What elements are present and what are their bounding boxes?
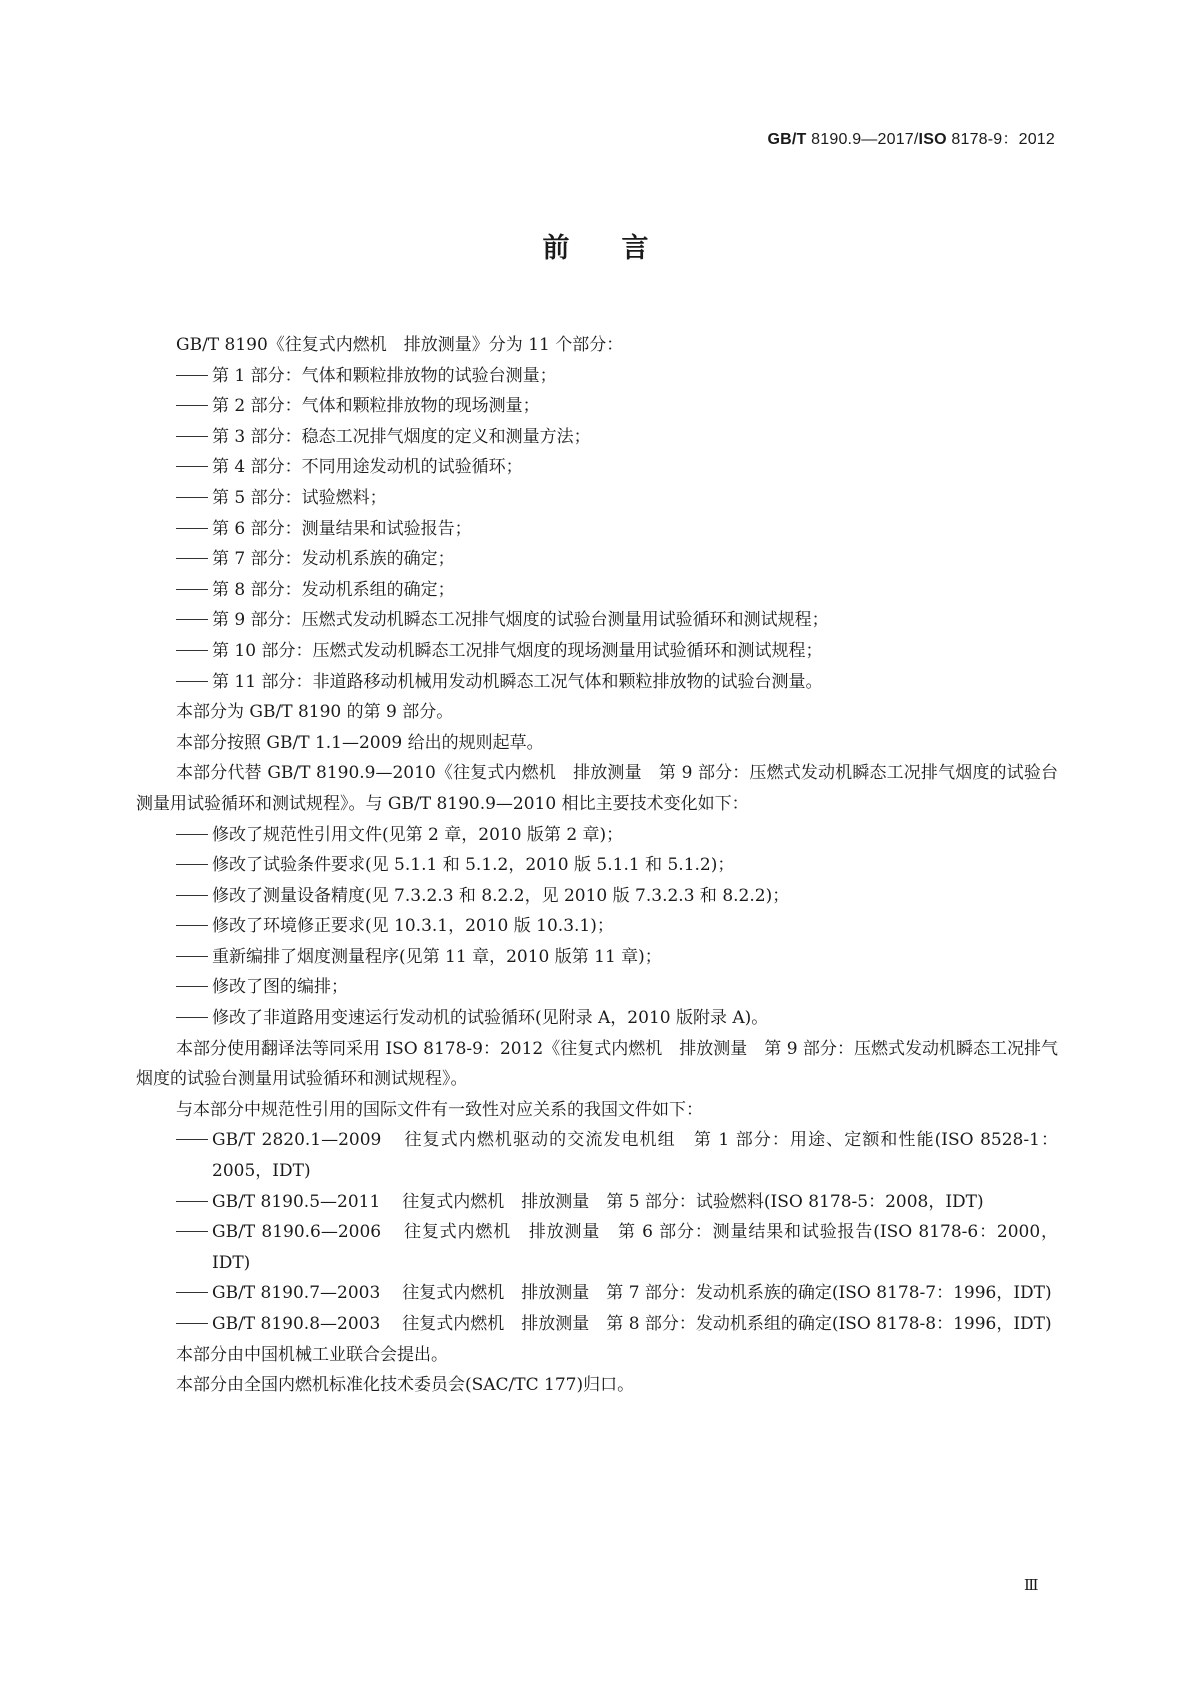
list-item: 修改了环境修正要求(见 10.3.1，2010 版 10.3.1)； — [176, 911, 1058, 942]
list-item: 第 8 部分：发动机系组的确定； — [176, 575, 1058, 606]
iso-number: 8178-9：2012 — [951, 131, 1055, 148]
list-item: 第 1 部分：气体和颗粒排放物的试验台测量； — [176, 361, 1058, 392]
list-item: 第 9 部分：压燃式发动机瞬态工况排气烟度的试验台测量用试验循环和测试规程； — [176, 605, 1058, 636]
dash-marker — [176, 391, 212, 422]
list-item: 第 11 部分：非道路移动机械用发动机瞬态工况气体和颗粒排放物的试验台测量。 — [176, 667, 1058, 698]
standard-text: 往复式内燃机 排放测量 第 7 部分：发动机系族的确定(ISO 8178-7：1996，IDT) — [402, 1283, 1052, 1304]
list-item: 修改了测量设备精度(见 7.3.2.3 和 8.2.2，见 2010 版 7.3.2.3 和 8.2.2)； — [176, 881, 1058, 912]
page-number: Ⅲ — [1024, 1576, 1039, 1594]
list-item: 第 2 部分：气体和颗粒排放物的现场测量； — [176, 391, 1058, 422]
dash-marker — [176, 544, 212, 575]
standard-item — [176, 1217, 1058, 1278]
dash-marker — [176, 972, 212, 1003]
dash-marker — [176, 1187, 212, 1218]
list-item: 第 10 部分：压燃式发动机瞬态工况排气烟度的现场测量用试验循环和测试规程； — [176, 636, 1058, 667]
list-item: 修改了非道路用变速运行发动机的试验循环(见附录 A，2010 版附录 A)。 — [176, 1003, 1058, 1034]
dash-marker — [176, 881, 212, 912]
dash-marker — [176, 911, 212, 942]
dash-marker — [176, 850, 212, 881]
dash-marker — [176, 1217, 212, 1248]
page-title: 前言 — [542, 233, 701, 264]
standard-item — [176, 1309, 1058, 1340]
drafting-paragraph: 本部分按照 GB/T 1.1—2009 给出的规则起草。 — [176, 732, 544, 753]
dash-marker — [176, 820, 212, 851]
list-item: 第 6 部分：测量结果和试验报告； — [176, 514, 1058, 545]
standard-code: GB/T 8190.6—2006 — [212, 1222, 382, 1243]
gb-number: 8190.9—2017/ — [811, 131, 919, 148]
list-item: 修改了规范性引用文件(见第 2 章，2010 版第 2 章)； — [176, 820, 1058, 851]
standard-text: 往复式内燃机 排放测量 第 8 部分：发动机系组的确定(ISO 8178-8：1996，IDT) — [402, 1314, 1052, 1334]
foreword-body — [136, 330, 1058, 1401]
dash-marker — [176, 1309, 212, 1340]
standard-item — [176, 1187, 1058, 1218]
dash-marker — [176, 575, 212, 606]
dash-marker — [176, 1125, 212, 1156]
standard-code: GB/T 2820.1—2009 — [212, 1130, 382, 1151]
standard-text: 往复式内燃机驱动的交流发电机组 第 1 部分：用途、定额和性能(ISO 8528-1：2005，IDT) — [212, 1130, 1059, 1182]
list-item: 第 5 部分：试验燃料； — [176, 483, 1058, 514]
part-paragraph: 本部分为 GB/T 8190 的第 9 部分。 — [176, 702, 454, 723]
dash-marker — [176, 942, 212, 973]
standard-text: 往复式内燃机 排放测量 第 5 部分：试验燃料(ISO 8178-5：2008，IDT) — [402, 1191, 984, 1212]
dash-marker — [176, 514, 212, 545]
standard-text: 往复式内燃机 排放测量 第 6 部分：测量结果和试验报告(ISO 8178-6：2000，IDT) — [212, 1222, 1059, 1273]
replace-paragraph: 本部分代替 GB/T 8190.9—2010《往复式内燃机 排放测量 第 9 部分：压燃式发动机瞬态工况排气烟度的试验台测量用试验循环和测试规程》。与 GB/T 8190.9—2010 相比主要技术变化如下： — [136, 763, 1058, 814]
correspond-paragraph: 与本部分中规范性引用的国际文件有一致性对应关系的我国文件如下： — [176, 1099, 703, 1120]
iso-prefix: ISO — [918, 131, 947, 148]
dash-marker — [176, 361, 212, 392]
list-item: 修改了图的编排； — [176, 972, 1058, 1003]
proposer-paragraph: 本部分由中国机械工业联合会提出。 — [176, 1344, 448, 1365]
standard-item — [176, 1125, 1058, 1186]
dash-marker — [176, 667, 212, 698]
list-item: 第 7 部分：发动机系族的确定； — [176, 544, 1058, 575]
dash-marker — [176, 422, 212, 453]
gb-prefix: GB/T — [767, 131, 807, 148]
list-item: 第 4 部分：不同用途发动机的试验循环； — [176, 452, 1058, 483]
standard-code: GB/T 8190.8—2003 — [212, 1314, 381, 1334]
list-item: 重新编排了烟度测量程序(见第 11 章，2010 版第 11 章)； — [176, 942, 1058, 973]
list-item: 修改了试验条件要求(见 5.1.1 和 5.1.2，2010 版 5.1.1 和 5.1.2)； — [176, 850, 1058, 881]
dash-marker — [176, 636, 212, 667]
dash-marker — [176, 605, 212, 636]
dash-marker — [176, 1003, 212, 1034]
translation-paragraph: 本部分使用翻译法等同采用 ISO 8178-9：2012《往复式内燃机 排放测量 第 9 部分：压燃式发动机瞬态工况排气烟度的试验台测量用试验循环和测试规程》。 — [136, 1038, 1058, 1090]
committee-paragraph: 本部分由全国内燃机标准化技术委员会(SAC/TC 177)归口。 — [176, 1375, 635, 1396]
dash-marker — [176, 483, 212, 514]
standard-item — [176, 1278, 1058, 1309]
standard-code: GB/T 8190.7—2003 — [212, 1283, 381, 1304]
standard-code: GB/T 8190.5—2011 — [212, 1191, 381, 1212]
document-code — [767, 126, 1055, 149]
dash-marker — [176, 452, 212, 483]
dash-marker — [176, 1278, 212, 1309]
list-item: 第 3 部分：稳态工况排气烟度的定义和测量方法； — [176, 422, 1058, 453]
intro-paragraph: GB/T 8190《往复式内燃机 排放测量》分为 11 个部分： — [176, 335, 624, 355]
